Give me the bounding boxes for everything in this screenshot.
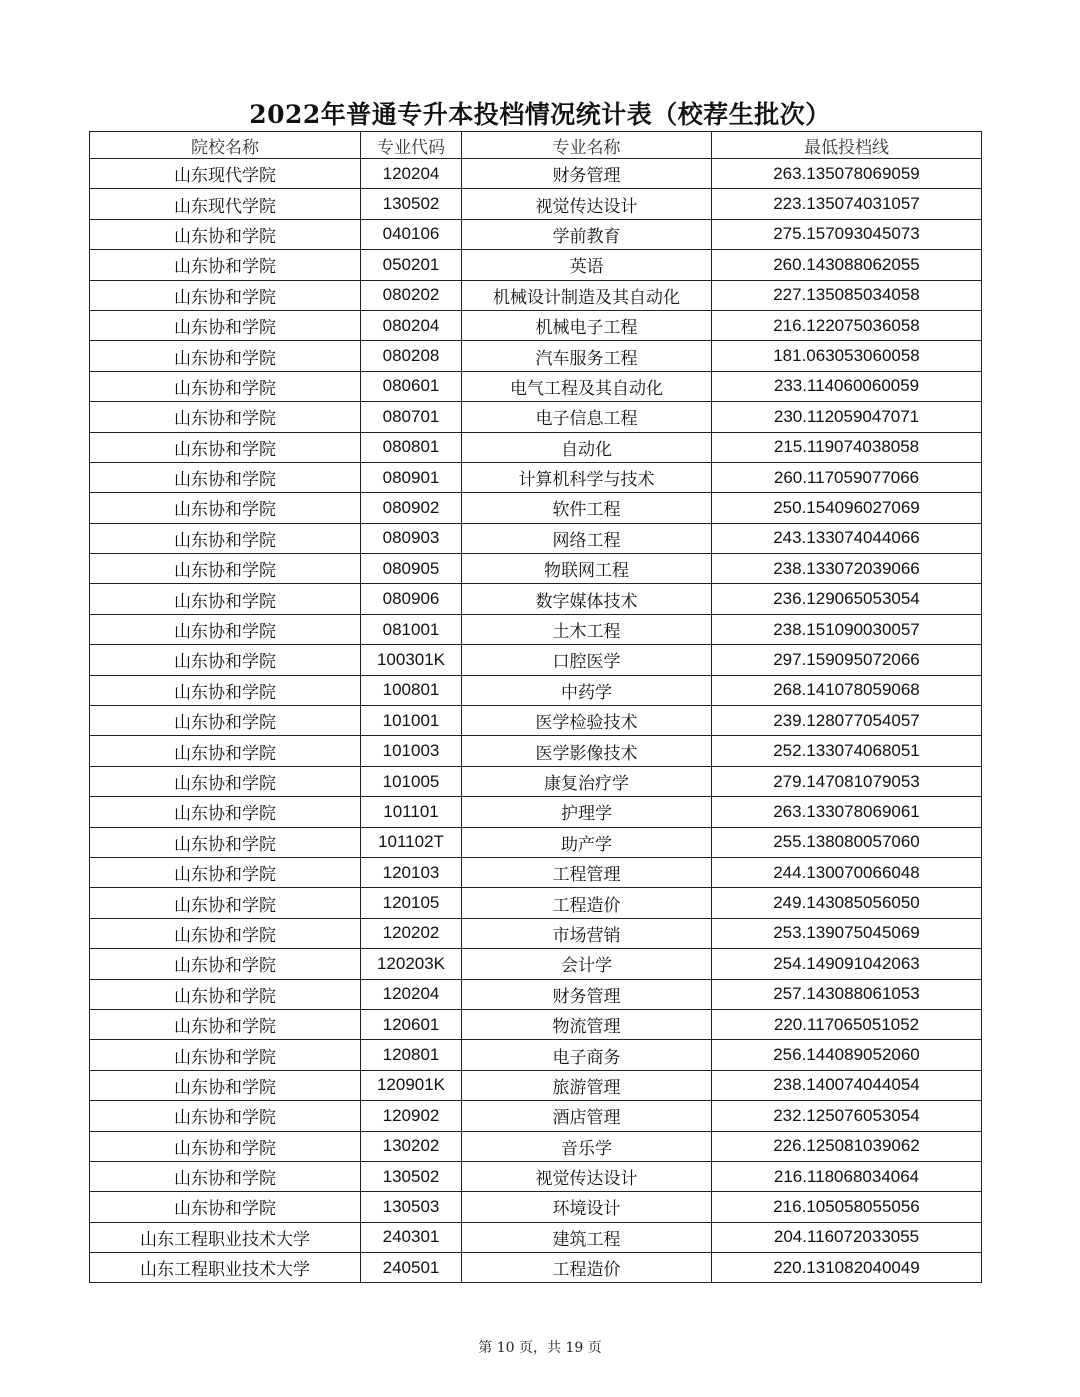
major-name-cell: 视觉传达设计 — [462, 189, 712, 219]
major-name-cell: 机械电子工程 — [462, 310, 712, 340]
table-row — [90, 888, 982, 918]
major-name-cell: 土木工程 — [462, 614, 712, 644]
min-score-cell: 244.130070066048 — [712, 857, 982, 887]
major-code-cell: 080801 — [361, 432, 462, 462]
major-code-cell: 130502 — [361, 1161, 462, 1191]
major-name-cell: 财务管理 — [462, 979, 712, 1009]
table-row — [90, 1040, 982, 1070]
min-score-cell: 263.135078069059 — [712, 159, 982, 189]
major-name-cell: 网络工程 — [462, 523, 712, 553]
school-name-cell: 山东协和学院 — [90, 645, 361, 675]
school-name-cell: 山东协和学院 — [90, 310, 361, 340]
table-row — [90, 1070, 982, 1100]
school-name-cell: 山东协和学院 — [90, 918, 361, 948]
major-code-cell: 080204 — [361, 310, 462, 340]
table-row — [90, 159, 982, 189]
min-score-cell: 255.138080057060 — [712, 827, 982, 857]
table-row — [90, 706, 982, 736]
school-name-cell: 山东协和学院 — [90, 827, 361, 857]
min-score-cell: 252.133074068051 — [712, 736, 982, 766]
major-name-cell: 自动化 — [462, 432, 712, 462]
school-name-cell: 山东协和学院 — [90, 432, 361, 462]
school-name-cell: 山东协和学院 — [90, 766, 361, 796]
table-row — [90, 432, 982, 462]
school-name-cell: 山东协和学院 — [90, 584, 361, 614]
major-name-cell: 汽车服务工程 — [462, 341, 712, 371]
table-row — [90, 584, 982, 614]
major-name-cell: 护理学 — [462, 797, 712, 827]
major-name-cell: 视觉传达设计 — [462, 1161, 712, 1191]
table-row — [90, 1101, 982, 1131]
school-name-cell: 山东协和学院 — [90, 554, 361, 584]
major-code-cell: 101003 — [361, 736, 462, 766]
major-code-cell: 120105 — [361, 888, 462, 918]
major-name-cell: 康复治疗学 — [462, 766, 712, 796]
major-code-cell: 100301K — [361, 645, 462, 675]
table-row — [90, 1192, 982, 1222]
min-score-cell: 223.135074031057 — [712, 189, 982, 219]
min-score-cell: 238.151090030057 — [712, 614, 982, 644]
major-code-cell: 080701 — [361, 402, 462, 432]
major-name-cell: 学前教育 — [462, 219, 712, 249]
table-row — [90, 402, 982, 432]
major-code-cell: 100801 — [361, 675, 462, 705]
major-code-cell: 101102T — [361, 827, 462, 857]
school-name-cell: 山东协和学院 — [90, 706, 361, 736]
school-name-cell: 山东协和学院 — [90, 888, 361, 918]
min-score-cell: 257.143088061053 — [712, 979, 982, 1009]
major-code-cell: 130202 — [361, 1131, 462, 1161]
min-score-cell: 181.063053060058 — [712, 341, 982, 371]
major-code-cell: 080901 — [361, 462, 462, 492]
major-name-cell: 财务管理 — [462, 159, 712, 189]
table-row — [90, 250, 982, 280]
major-code-cell: 101001 — [361, 706, 462, 736]
min-score-cell: 216.105058055056 — [712, 1192, 982, 1222]
min-score-cell: 216.122075036058 — [712, 310, 982, 340]
table-row — [90, 736, 982, 766]
table-row — [90, 949, 982, 979]
major-name-cell: 物联网工程 — [462, 554, 712, 584]
min-score-cell: 256.144089052060 — [712, 1040, 982, 1070]
table-row — [90, 797, 982, 827]
min-score-cell: 216.118068034064 — [712, 1161, 982, 1191]
min-score-cell: 236.129065053054 — [712, 584, 982, 614]
min-score-cell: 226.125081039062 — [712, 1131, 982, 1161]
min-score-cell: 275.157093045073 — [712, 219, 982, 249]
major-name-cell: 医学检验技术 — [462, 706, 712, 736]
major-code-cell: 240301 — [361, 1222, 462, 1252]
major-code-cell: 120901K — [361, 1070, 462, 1100]
table-row — [90, 614, 982, 644]
school-name-cell: 山东协和学院 — [90, 250, 361, 280]
header-school-name: 院校名称 — [90, 132, 361, 159]
school-name-cell: 山东协和学院 — [90, 1009, 361, 1039]
table-row — [90, 645, 982, 675]
min-score-cell: 249.143085056050 — [712, 888, 982, 918]
major-code-cell: 080601 — [361, 371, 462, 401]
major-code-cell: 120902 — [361, 1101, 462, 1131]
table-row — [90, 827, 982, 857]
table-row — [90, 918, 982, 948]
school-name-cell: 山东工程职业技术大学 — [90, 1253, 361, 1283]
school-name-cell: 山东协和学院 — [90, 1131, 361, 1161]
min-score-cell: 297.159095072066 — [712, 645, 982, 675]
table-row — [90, 219, 982, 249]
major-code-cell: 120601 — [361, 1009, 462, 1039]
major-name-cell: 中药学 — [462, 675, 712, 705]
table-row — [90, 857, 982, 887]
table-header-row — [90, 132, 982, 159]
major-name-cell: 计算机科学与技术 — [462, 462, 712, 492]
major-name-cell: 工程管理 — [462, 857, 712, 887]
min-score-cell: 227.135085034058 — [712, 280, 982, 310]
major-code-cell: 101101 — [361, 797, 462, 827]
major-name-cell: 市场营销 — [462, 918, 712, 948]
school-name-cell: 山东协和学院 — [90, 402, 361, 432]
school-name-cell: 山东协和学院 — [90, 1192, 361, 1222]
major-code-cell: 120203K — [361, 949, 462, 979]
min-score-cell: 260.117059077066 — [712, 462, 982, 492]
table-row — [90, 554, 982, 584]
min-score-cell: 239.128077054057 — [712, 706, 982, 736]
major-code-cell: 080208 — [361, 341, 462, 371]
school-name-cell: 山东协和学院 — [90, 1070, 361, 1100]
major-code-cell: 120204 — [361, 159, 462, 189]
table-row — [90, 523, 982, 553]
school-name-cell: 山东协和学院 — [90, 219, 361, 249]
major-code-cell: 101005 — [361, 766, 462, 796]
min-score-cell: 215.119074038058 — [712, 432, 982, 462]
major-code-cell: 081001 — [361, 614, 462, 644]
major-code-cell: 240501 — [361, 1253, 462, 1283]
school-name-cell: 山东协和学院 — [90, 493, 361, 523]
min-score-cell: 230.112059047071 — [712, 402, 982, 432]
major-name-cell: 旅游管理 — [462, 1070, 712, 1100]
major-code-cell: 080905 — [361, 554, 462, 584]
school-name-cell: 山东协和学院 — [90, 797, 361, 827]
major-code-cell: 050201 — [361, 250, 462, 280]
table-row — [90, 462, 982, 492]
min-score-cell: 204.116072033055 — [712, 1222, 982, 1252]
page-title: 2022年普通专升本投档情况统计表（校荐生批次） — [249, 100, 831, 129]
major-name-cell: 工程造价 — [462, 888, 712, 918]
table-row — [90, 493, 982, 523]
table-row — [90, 280, 982, 310]
table-row — [90, 675, 982, 705]
major-code-cell: 130502 — [361, 189, 462, 219]
school-name-cell: 山东协和学院 — [90, 1161, 361, 1191]
major-name-cell: 物流管理 — [462, 1009, 712, 1039]
admission-score-table — [89, 131, 982, 1283]
school-name-cell: 山东协和学院 — [90, 979, 361, 1009]
page-footer: 第 10 页，共 19 页 — [478, 1340, 602, 1356]
min-score-cell: 279.147081079053 — [712, 766, 982, 796]
major-name-cell: 建筑工程 — [462, 1222, 712, 1252]
major-name-cell: 酒店管理 — [462, 1101, 712, 1131]
major-name-cell: 音乐学 — [462, 1131, 712, 1161]
school-name-cell: 山东协和学院 — [90, 1101, 361, 1131]
major-code-cell: 040106 — [361, 219, 462, 249]
major-name-cell: 口腔医学 — [462, 645, 712, 675]
min-score-cell: 263.133078069061 — [712, 797, 982, 827]
min-score-cell: 268.141078059068 — [712, 675, 982, 705]
major-name-cell: 电气工程及其自动化 — [462, 371, 712, 401]
table-row — [90, 979, 982, 1009]
major-name-cell: 机械设计制造及其自动化 — [462, 280, 712, 310]
school-name-cell: 山东协和学院 — [90, 1040, 361, 1070]
major-name-cell: 英语 — [462, 250, 712, 280]
header-min-score: 最低投档线 — [712, 132, 982, 159]
school-name-cell: 山东协和学院 — [90, 675, 361, 705]
major-name-cell: 电子商务 — [462, 1040, 712, 1070]
major-code-cell: 120103 — [361, 857, 462, 887]
table-row — [90, 341, 982, 371]
table-body — [90, 159, 982, 1283]
major-name-cell: 医学影像技术 — [462, 736, 712, 766]
major-name-cell: 助产学 — [462, 827, 712, 857]
min-score-cell: 232.125076053054 — [712, 1101, 982, 1131]
school-name-cell: 山东协和学院 — [90, 280, 361, 310]
table-row — [90, 1222, 982, 1252]
school-name-cell: 山东协和学院 — [90, 614, 361, 644]
min-score-cell: 250.154096027069 — [712, 493, 982, 523]
school-name-cell: 山东协和学院 — [90, 857, 361, 887]
major-code-cell: 080202 — [361, 280, 462, 310]
min-score-cell: 238.133072039066 — [712, 554, 982, 584]
table-row — [90, 310, 982, 340]
major-name-cell: 工程造价 — [462, 1253, 712, 1283]
min-score-cell: 260.143088062055 — [712, 250, 982, 280]
table-row — [90, 371, 982, 401]
school-name-cell: 山东协和学院 — [90, 341, 361, 371]
school-name-cell: 山东工程职业技术大学 — [90, 1222, 361, 1252]
major-name-cell: 环境设计 — [462, 1192, 712, 1222]
header-major-code: 专业代码 — [361, 132, 462, 159]
school-name-cell: 山东协和学院 — [90, 949, 361, 979]
table-row — [90, 766, 982, 796]
min-score-cell: 254.149091042063 — [712, 949, 982, 979]
min-score-cell: 220.131082040049 — [712, 1253, 982, 1283]
major-code-cell: 080906 — [361, 584, 462, 614]
major-code-cell: 120801 — [361, 1040, 462, 1070]
school-name-cell: 山东现代学院 — [90, 159, 361, 189]
major-name-cell: 软件工程 — [462, 493, 712, 523]
school-name-cell: 山东协和学院 — [90, 523, 361, 553]
table-row — [90, 1131, 982, 1161]
school-name-cell: 山东协和学院 — [90, 736, 361, 766]
table-row — [90, 189, 982, 219]
min-score-cell: 233.114060060059 — [712, 371, 982, 401]
header-major-name: 专业名称 — [462, 132, 712, 159]
major-name-cell: 会计学 — [462, 949, 712, 979]
major-name-cell: 电子信息工程 — [462, 402, 712, 432]
major-code-cell: 130503 — [361, 1192, 462, 1222]
school-name-cell: 山东协和学院 — [90, 462, 361, 492]
min-score-cell: 238.140074044054 — [712, 1070, 982, 1100]
min-score-cell: 220.117065051052 — [712, 1009, 982, 1039]
school-name-cell: 山东协和学院 — [90, 371, 361, 401]
min-score-cell: 253.139075045069 — [712, 918, 982, 948]
table-row — [90, 1009, 982, 1039]
major-name-cell: 数字媒体技术 — [462, 584, 712, 614]
major-code-cell: 120202 — [361, 918, 462, 948]
major-code-cell: 080902 — [361, 493, 462, 523]
major-code-cell: 120204 — [361, 979, 462, 1009]
major-code-cell: 080903 — [361, 523, 462, 553]
table-row — [90, 1253, 982, 1283]
school-name-cell: 山东现代学院 — [90, 189, 361, 219]
min-score-cell: 243.133074044066 — [712, 523, 982, 553]
table-row — [90, 1161, 982, 1191]
